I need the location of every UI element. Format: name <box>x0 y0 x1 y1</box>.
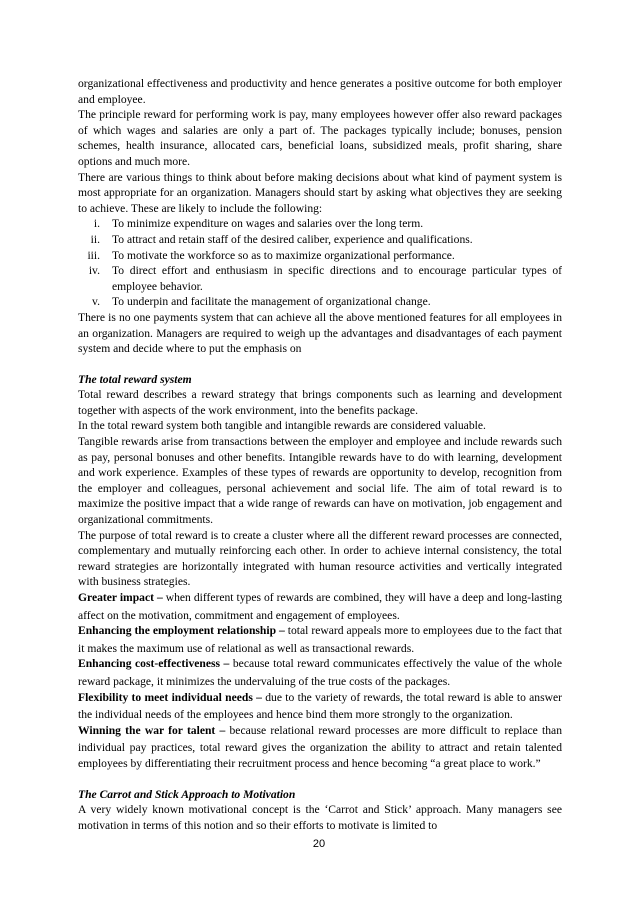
bullet-text: due to the variety of rewards, the total reward is able to answer the individual needs of the employees and hence bind them more strongly to the organization. <box>78 690 562 722</box>
bullet-text: when different types of rewards are combined, they will have a deep and long-lasting affect on the motivation, commitment and engagement of employees. <box>78 591 562 622</box>
paragraph: The purpose of total reward is to create a cluster where all the different reward processes are connected, complementary and mutually reinforcing each other. In order to achieve internal consistency, the total reward strategies are horizontally integrated with human resource activities and vertically integrated with business strategies. <box>78 528 562 589</box>
list-number: ii. <box>90 232 100 246</box>
page-number: 20 <box>312 838 326 850</box>
list-item <box>78 232 562 248</box>
paragraph: A very widely known motivational concept is the ‘Carrot and Stick’ approach. Many managers see motivation in terms of this notion and so their efforts to motivate is limited to <box>78 803 562 832</box>
paragraph: Total reward describes a reward strategy that brings components such as learning and development together with aspects of the work environment, into the benefits package. <box>78 388 562 417</box>
list-text: To motivate the workforce so as to maximize organizational performance. <box>112 248 455 262</box>
list-item <box>78 248 562 264</box>
bullet-text: because relational reward processes are more difficult to replace than individual pay practices, total reward gives the organization the ability to attract and retain talented employees by differentiating their recruitment process and hence becoming “a great place to work.” <box>78 723 562 770</box>
list-text: To underpin and facilitate the management of organizational change. <box>112 295 431 309</box>
section-heading-carrot-stick: The Carrot and Stick Approach to Motivation <box>78 787 296 801</box>
document-page <box>78 76 562 833</box>
objectives-list <box>78 216 562 310</box>
bullet-title: Winning the war for talent – <box>78 723 226 737</box>
bullet-item <box>78 690 562 723</box>
list-text: To minimize expenditure on wages and salaries over the long term. <box>112 217 424 231</box>
bullet-item <box>78 656 562 689</box>
paragraph: There are various things to think about before making decisions about what kind of payment system is most appropriate for an organization. Managers should start by asking what objectives they are seeking to achieve. These are likely to include the following: <box>78 170 562 215</box>
section-heading-total-reward: The total reward system <box>78 372 192 386</box>
paragraph: organizational effectiveness and productivity and hence generates a positive outcome for both employer and employee. <box>78 77 562 106</box>
list-number: iii. <box>87 248 100 262</box>
bullet-item <box>78 723 562 772</box>
list-text: To direct effort and enthusiasm in specific directions and to encourage particular types of employee behavior. <box>112 264 562 293</box>
list-number: i. <box>93 217 100 231</box>
list-item <box>78 294 562 310</box>
paragraph: In the total reward system both tangible and intangible rewards are considered valuable. <box>78 419 486 433</box>
paragraph: The principle reward for performing work is pay, many employees however offer also reward packages of which wages and salaries are only a part of. The packages typically include; bonuses, pension schemes, health insurance, allocated cars, beneficial loans, subsidized meals, profit sharing, share options and much more. <box>78 108 562 168</box>
bullet-item <box>78 623 562 656</box>
bullet-text: total reward appeals more to employees due to the fact that it makes the maximum use of relational as well as transactional rewards. <box>78 624 562 655</box>
bullet-item <box>78 590 562 623</box>
list-item <box>78 216 562 232</box>
list-item <box>78 263 562 294</box>
list-number: iv. <box>88 264 100 278</box>
bullet-title: Greater impact – <box>78 591 163 604</box>
bullet-text: because total reward communicates effectively the value of the whole reward package, it minimizes the undervaluing of the true costs of the packages. <box>78 657 562 688</box>
paragraph: Tangible rewards arise from transactions between the employer and employee and include rewards such as pay, personal bonuses and other benefits. Intangible rewards have to do with learning, development and work experience. Examples of these types of rewards are opportunity to develop, recognition from the employer and colleagues, personal achievement and social life. The aim of total reward is to maximize the positive impact that a wide range of rewards can have on motivation, job engagement and organizational commitments. <box>78 435 562 527</box>
bullet-title: Flexibility to meet individual needs – <box>78 690 262 704</box>
list-text: To attract and retain staff of the desired caliber, experience and qualifications. <box>112 232 473 246</box>
bullet-title: Enhancing cost-effectiveness – <box>78 657 230 671</box>
bullet-title: Enhancing the employment relationship – <box>78 624 285 638</box>
list-number: v. <box>92 295 100 309</box>
paragraph: There is no one payments system that can achieve all the above mentioned features for all employees in an organization. Managers are required to weigh up the advantages and disadvantages of each payment system and decide where to put the emphasis on <box>78 310 562 356</box>
